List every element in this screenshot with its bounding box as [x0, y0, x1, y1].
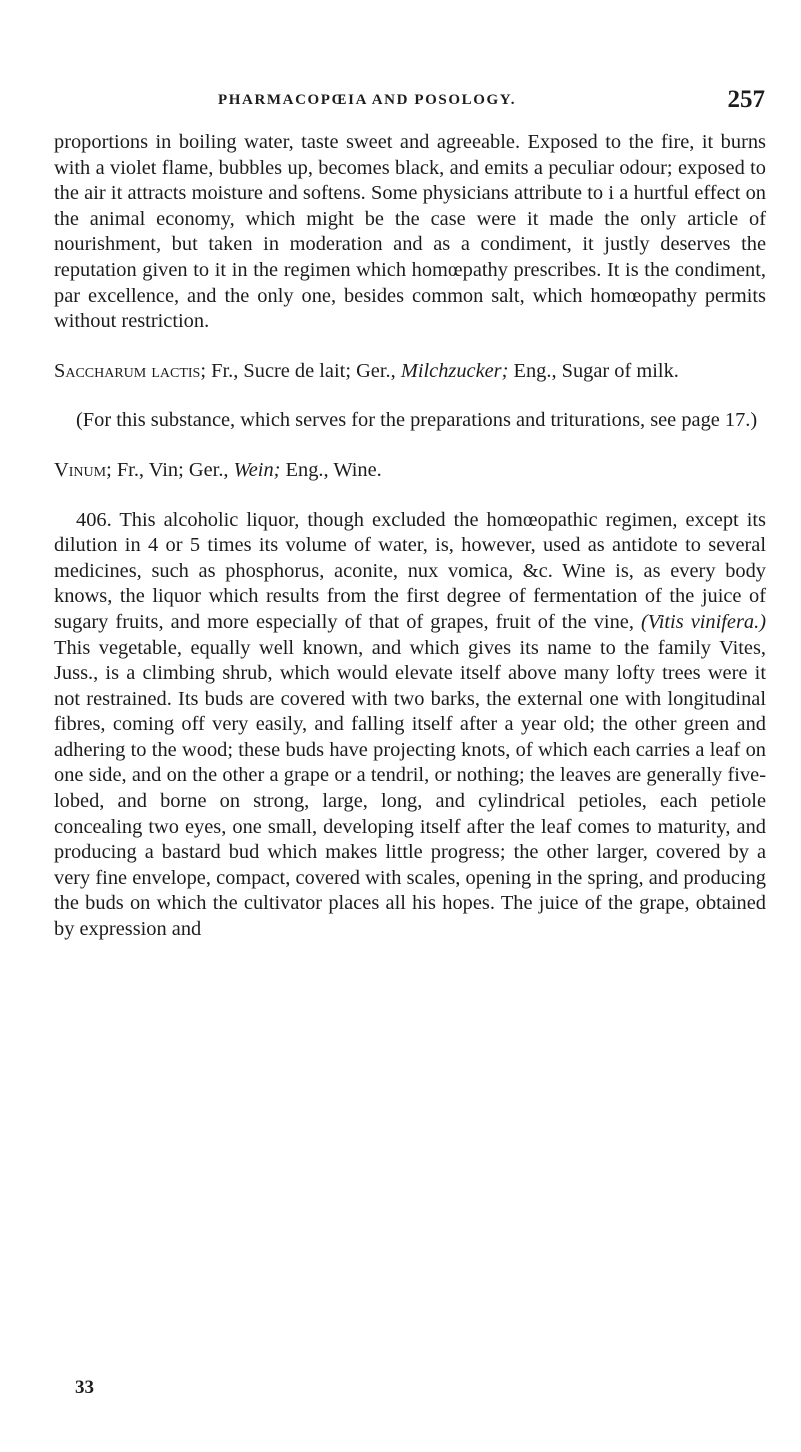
- signature-mark: 33: [75, 1377, 94, 1398]
- entry-german: Wein;: [233, 458, 281, 481]
- paragraph-sugar-properties: proportions in boiling water, taste sweet and agreeable. Exposed to the fire, it burns with a violet flame, bubbles up, becomes black, and emits a peculiar odour; exposed to the air it attracts moisture and softens. Some physicians attribute to i a hurtful effect on the animal economy, which might be the case were it made the only article of nourishment, but taken in moderation and as a condiment, it justly deserves the reputation given to it in the regimen which homœpathy prescribes. It is the condiment, par excellence, and the only one, besides common salt, which homœopathy permits without restriction.: [54, 131, 766, 333]
- body-text: [54, 130, 766, 943]
- page-number: 257: [727, 86, 765, 113]
- entry-name: Vinum: [54, 458, 107, 481]
- paragraph-triturations-note: (For this substance, which serves for the preparations and triturations, see page 17.): [76, 409, 758, 432]
- page-header: [0, 86, 801, 120]
- entry-english: Eng., Sugar of milk.: [508, 359, 679, 382]
- entry-french: ; Fr., Sucre de lait; Ger.,: [200, 359, 401, 382]
- entry-french: ; Fr., Vin; Ger.,: [106, 458, 234, 481]
- paragraph-406-part2: This vegetable, equally well known, and which gives its name to the family Vites, Juss., is a climbing shrub, which would elevate itself above many lofty trees were it not restrained. Its buds are covered with two barks, the external one with longitudinal fibres, coming off very easily, and falling itself after a year old; the other green and adhering to the wood; these buds have projecting knots, of which each carries a leaf on one side, and on the other a grape or a tendril, or nothing; the leaves are generally five-lobed, and borne on strong, large, long, and cylindrical petioles, each petiole concealing two eyes, one small, developing itself after the leaf comes to maturity, and producing a bastard bud which makes little progress; the other larger, covered by a very fine envelope, compact, covered with scales, opening in the spring, and producing the buds on which the cultivator places all his hopes. The juice of the grape, obtained by expression and: [54, 636, 766, 941]
- entry-name: Saccharum lactis: [54, 359, 201, 382]
- species-name: (Vitis vinifera.): [640, 610, 766, 633]
- paragraph-406-part1: 406. This alcoholic liquor, though excluded the homœopathic regimen, except its dilution in 4 or 5 times its volume of water, is, however, used as antidote to several medicines, such as phosphorus, aconite, nux vomica, &c. Wine is, as every body knows, the liquor which results from the first degree of fermentation of the juice of sugary fruits, and more especially of that of grapes, fruit of the vine,: [54, 508, 766, 633]
- entry-english: Eng., Wine.: [280, 458, 382, 481]
- running-head: PHARMACOPŒIA AND POSOLOGY.: [218, 92, 517, 108]
- entry-saccharum-lactis: [54, 359, 766, 385]
- entry-german: Milchzucker;: [400, 359, 509, 382]
- paragraph-406-wine: [54, 508, 766, 943]
- entry-vinum: [54, 458, 766, 484]
